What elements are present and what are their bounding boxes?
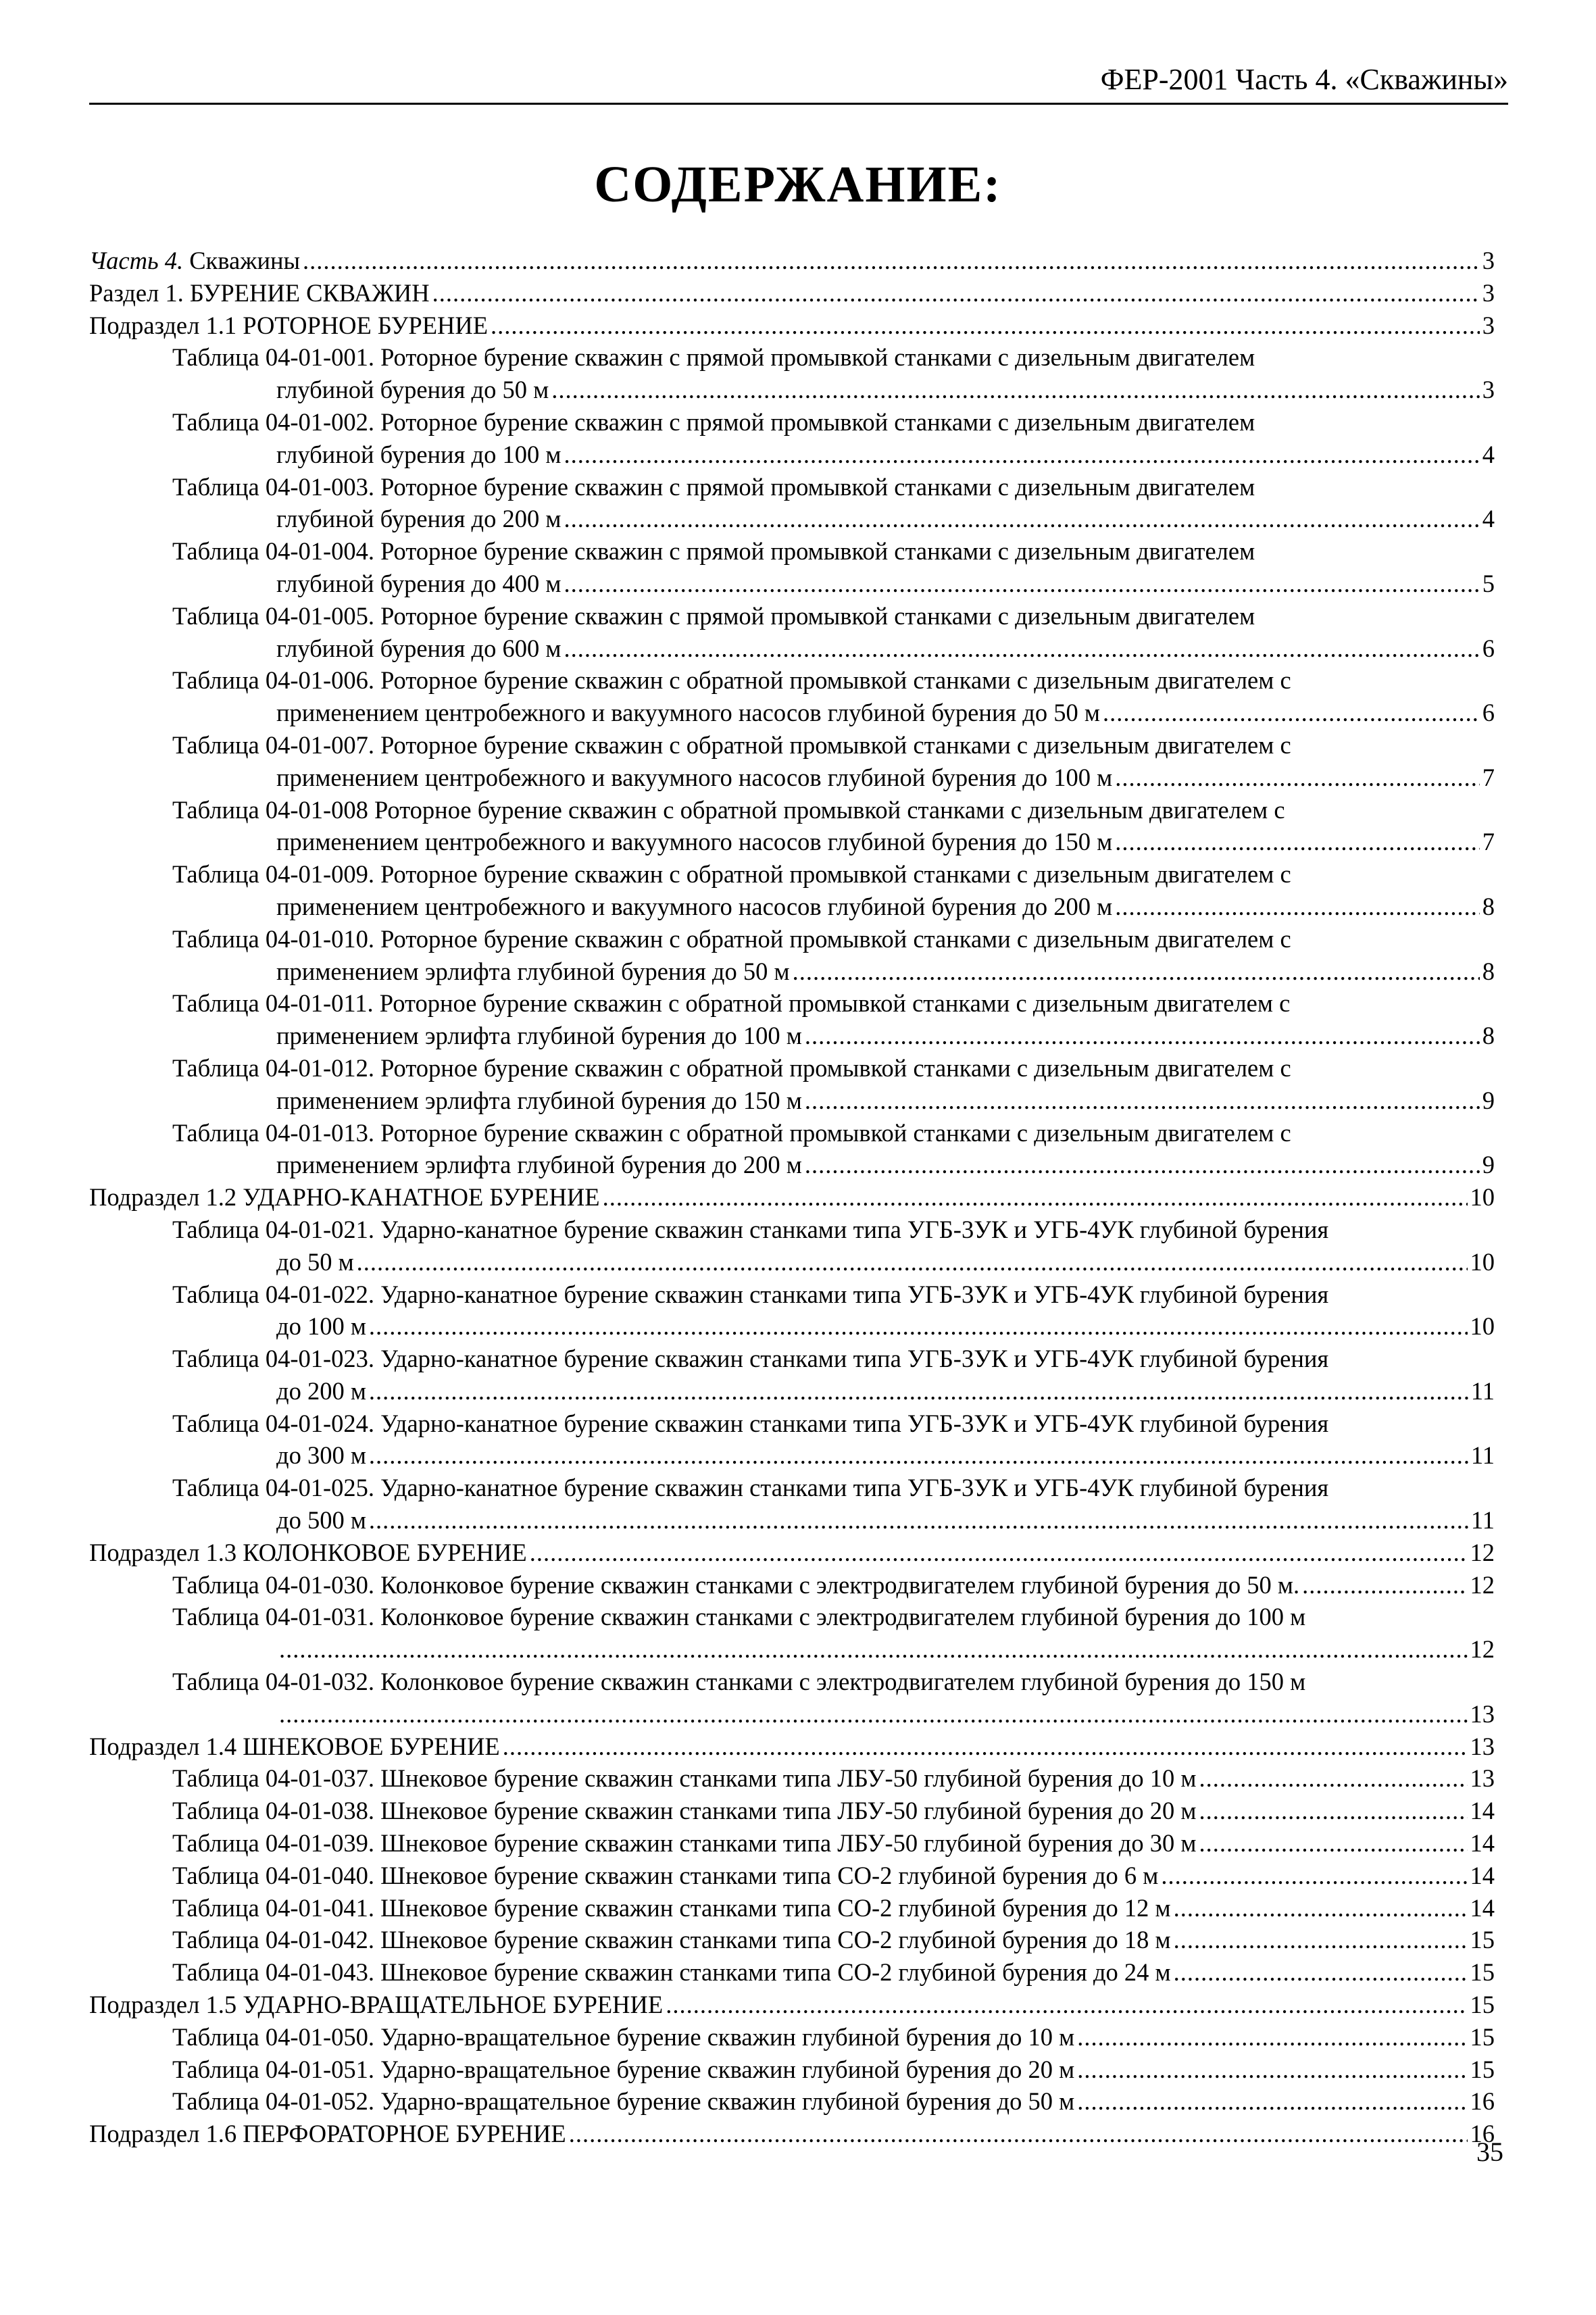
dot-leader [1077, 2053, 1467, 2086]
toc-entry-line [172, 1956, 1495, 1989]
toc-page-number: 3 [1482, 278, 1495, 307]
dot-leader [503, 1731, 1468, 1763]
toc-entry-title: Таблица 04-01-006. Роторное бурение скважин с обратной промывкой станками с дизельным двигателем с [172, 666, 1291, 695]
toc-table-entry[interactable] [89, 1472, 1495, 1537]
toc-page-number: 14 [1470, 1861, 1495, 1889]
toc-entry-line [89, 245, 1495, 277]
toc-entry-continuation [172, 568, 1495, 600]
toc-entry-title: Таблица 04-01-008 Роторное бурение скважин с обратной промывкой станками с дизельным двигателем с [172, 795, 1285, 824]
dot-leader [279, 1633, 1468, 1666]
toc-entry-line [172, 1117, 1495, 1149]
toc-page-number: 13 [1470, 1764, 1495, 1793]
toc-table-entry[interactable] [89, 535, 1495, 600]
toc-page-number: 6 [1482, 699, 1495, 727]
toc-page-number: 15 [1470, 1991, 1495, 2019]
toc-table-entry[interactable] [89, 406, 1495, 471]
toc-page-number: 6 [1482, 634, 1495, 662]
dot-leader [805, 1020, 1480, 1052]
toc-table-entry[interactable] [89, 2085, 1495, 2118]
toc-page-number: 11 [1470, 1506, 1495, 1535]
toc-entry-line [172, 1601, 1495, 1633]
toc-page-number: 10 [1470, 1247, 1495, 1276]
toc-entry-title: Таблица 04-01-024. Ударно-канатное бурение скважин станками типа УГБ-3УК и УГБ-4УК глубиной бурения [172, 1409, 1329, 1437]
toc-entry-line [89, 1989, 1495, 2021]
toc-page-number: 7 [1482, 763, 1495, 791]
toc-entry-line [89, 1537, 1495, 1569]
toc-section-entry[interactable] [89, 277, 1495, 309]
toc-entry-continuation [172, 632, 1495, 665]
toc-entry-line [172, 406, 1495, 439]
toc-entry-continuation [172, 1020, 1495, 1052]
toc-entry-continuation [172, 1085, 1495, 1117]
toc-entry-text: Скважины [183, 247, 301, 274]
toc-entry-title-cont: глубиной бурения до 200 м [276, 505, 562, 533]
dot-leader [569, 2118, 1468, 2150]
toc-entry-line [89, 277, 1495, 309]
toc-page-number: 8 [1482, 957, 1495, 985]
toc-entry-prefix: Часть 4. [89, 247, 184, 274]
toc-entry-title: Таблица 04-01-032. Колонковое бурение скважин станками с электродвигателем глубиной бурения до 150 м [172, 1668, 1306, 1696]
page-title: СОДЕРЖАНИЕ: [594, 156, 1002, 213]
toc-table-entry[interactable] [89, 2021, 1495, 2053]
toc-page-number: 15 [1470, 1958, 1495, 1987]
toc-entry-title-cont: применением эрлифта глубиной бурения до 50 м [276, 957, 790, 985]
dot-leader [491, 309, 1480, 342]
running-header: ФЕР-2001 Часть 4. «Скважины» [1100, 63, 1508, 96]
toc-entry-line [172, 1762, 1495, 1795]
toc-table-entry[interactable] [89, 1924, 1495, 1956]
toc-table-entry[interactable] [89, 664, 1495, 729]
toc-table-entry[interactable] [89, 1343, 1495, 1408]
toc-entry-continuation [172, 955, 1495, 988]
dot-leader [432, 277, 1480, 309]
dot-leader [1077, 2021, 1467, 2053]
toc-page-number: 13 [1470, 1732, 1495, 1760]
toc-page-number: 3 [1482, 247, 1495, 274]
dot-leader [1199, 1795, 1467, 1827]
toc-page-number: 4 [1482, 505, 1495, 533]
dot-leader [551, 374, 1480, 406]
toc-entry-continuation [172, 1375, 1495, 1408]
toc-entry-title: Таблица 04-01-037. Шнековое бурение скважин станками типа ЛБУ-50 глубиной бурения до 10 м [172, 1764, 1197, 1793]
toc-table-entry[interactable] [89, 1117, 1495, 1182]
toc-table-entry[interactable] [89, 471, 1495, 536]
dot-leader [564, 632, 1479, 665]
toc-entry-continuation [172, 891, 1495, 923]
dot-leader [1115, 891, 1480, 923]
toc-table-entry[interactable] [89, 987, 1495, 1052]
toc-entry-line [172, 1472, 1495, 1504]
dot-leader [369, 1310, 1468, 1343]
toc-section-entry[interactable] [89, 309, 1495, 342]
toc-entry-title-cont: применением центробежного и вакуумного насосов глубиной бурения до 150 м [276, 828, 1113, 856]
dot-leader [1199, 1762, 1467, 1795]
toc-entry-line [172, 1795, 1495, 1827]
toc-table-entry[interactable] [89, 1795, 1495, 1827]
toc-table-entry[interactable] [89, 1827, 1495, 1860]
dot-leader [1115, 826, 1480, 858]
dot-leader [564, 503, 1479, 535]
toc-page-number: 4 [1482, 440, 1495, 468]
table-of-contents [89, 245, 1495, 2150]
header-rule [89, 103, 1508, 105]
toc-page-number: 14 [1470, 1797, 1495, 1825]
toc-entry-title: Таблица 04-01-001. Роторное бурение скважин с прямой промывкой станками с дизельным двигателем [172, 343, 1255, 372]
toc-table-entry[interactable] [89, 858, 1495, 923]
toc-entry-title: Таблица 04-01-009. Роторное бурение скважин с обратной промывкой станками с дизельным двигателем с [172, 860, 1291, 889]
dot-leader [666, 1989, 1467, 2021]
toc-entry-line [172, 664, 1495, 697]
toc-table-entry[interactable] [89, 600, 1495, 665]
toc-table-entry[interactable] [89, 1278, 1495, 1343]
toc-entry-line [89, 309, 1495, 342]
toc-section-entry[interactable] [89, 1537, 1495, 1569]
toc-entry-title: Подраздел 1.4 ШНЕКОВОЕ БУРЕНИЕ [89, 1732, 500, 1760]
toc-entry-line [172, 1666, 1495, 1698]
toc-entry-title-cont: глубиной бурения до 400 м [276, 569, 562, 597]
toc-entry-title-cont: применением центробежного и вакуумного насосов глубиной бурения до 50 м [276, 699, 1100, 727]
toc-entry-line [172, 341, 1495, 374]
toc-entry-title: Таблица 04-01-010. Роторное бурение скважин с обратной промывкой станками с дизельным двигателем с [172, 924, 1291, 953]
toc-table-entry[interactable] [89, 1569, 1495, 1601]
toc-table-entry[interactable] [89, 1892, 1495, 1924]
toc-page-number: 3 [1482, 376, 1495, 404]
toc-page-number: 11 [1470, 1441, 1495, 1470]
toc-page-number: 15 [1470, 2055, 1495, 2083]
toc-entry-line [172, 1892, 1495, 1924]
toc-table-entry[interactable] [89, 1408, 1495, 1472]
toc-entry-title: Подраздел 1.5 УДАРНО-ВРАЩАТЕЛЬНОЕ БУРЕНИЕ [89, 1991, 664, 2019]
dot-leader [1161, 1860, 1467, 1892]
dot-leader [303, 245, 1480, 277]
dot-leader [1302, 1569, 1467, 1601]
toc-section-entry[interactable] [89, 1731, 1495, 1763]
toc-entry-title-cont: глубиной бурения до 600 м [276, 634, 562, 662]
toc-entry-title-cont: до 300 м [276, 1441, 366, 1470]
toc-page-number: 14 [1470, 1893, 1495, 1922]
toc-entry-title-cont: применением эрлифта глубиной бурения до 200 м [276, 1151, 802, 1179]
toc-table-entry[interactable] [89, 1762, 1495, 1795]
toc-table-entry[interactable] [89, 1860, 1495, 1892]
toc-entry-continuation [172, 374, 1495, 406]
toc-entry-title-cont: до 50 м [276, 1247, 354, 1276]
toc-entry-title: Таблица 04-01-011. Роторное бурение скважин с обратной промывкой станками с дизельным двигателем с [172, 989, 1291, 1018]
toc-page-number: 10 [1470, 1312, 1495, 1341]
toc-entry-line [89, 1731, 1495, 1763]
toc-entry-continuation [172, 1504, 1495, 1537]
toc-entry-line [172, 1860, 1495, 1892]
toc-entry-line [172, 2053, 1495, 2086]
toc-page-number: 12 [1470, 1538, 1495, 1566]
toc-entry-title: Таблица 04-01-021. Ударно-канатное бурение скважин станками типа УГБ-3УК и УГБ-4УК глубиной бурения [172, 1215, 1329, 1243]
toc-entry-title-cont: глубиной бурения до 100 м [276, 440, 562, 468]
toc-table-entry[interactable] [89, 794, 1495, 859]
toc-table-entry[interactable] [89, 1052, 1495, 1117]
toc-entry-continuation [172, 439, 1495, 471]
toc-entry-title-cont: применением центробежного и вакуумного насосов глубиной бурения до 200 м [276, 892, 1113, 920]
toc-page-number: 12 [1470, 1570, 1495, 1599]
toc-table-entry[interactable] [89, 1666, 1495, 1731]
toc-entry-title: Таблица 04-01-025. Ударно-канатное бурение скважин станками типа УГБ-3УК и УГБ-4УК глубиной бурения [172, 1474, 1329, 1502]
toc-entry-line [89, 2118, 1495, 2150]
toc-entry-line [172, 2021, 1495, 2053]
toc-page-number: 9 [1482, 1151, 1495, 1179]
page-number: 35 [1476, 2137, 1503, 2167]
toc-entry-title: Таблица 04-01-041. Шнековое бурение скважин станками типа СО-2 глубиной бурения до 12 м [172, 1893, 1171, 1922]
toc-entry-title: Таблица 04-01-013. Роторное бурение скважин с обратной промывкой станками с дизельным двигателем с [172, 1118, 1291, 1147]
toc-page-number: 5 [1482, 569, 1495, 597]
toc-entry-title: Таблица 04-01-012. Роторное бурение скважин с обратной промывкой станками с дизельным двигателем с [172, 1053, 1291, 1082]
toc-entry-continuation [172, 1149, 1495, 1181]
toc-entry-title: Таблица 04-01-031. Колонковое бурение скважин станками с электродвигателем глубиной бурения до 100 м [172, 1603, 1306, 1631]
toc-entry-title-cont: применением эрлифта глубиной бурения до 150 м [276, 1086, 802, 1114]
toc-table-entry[interactable] [89, 1601, 1495, 1666]
toc-entry-title-cont: применением эрлифта глубиной бурения до 100 м [276, 1022, 802, 1050]
dot-leader [603, 1181, 1468, 1214]
toc-page-number: 14 [1470, 1829, 1495, 1858]
dot-leader [369, 1375, 1468, 1408]
toc-entry-continuation [172, 762, 1495, 794]
toc-entry-title-cont: глубиной бурения до 50 м [276, 376, 549, 404]
toc-entry-title: Таблица 04-01-038. Шнековое бурение скважин станками типа ЛБУ-50 глубиной бурения до 20 м [172, 1797, 1197, 1825]
toc-section-entry[interactable] [89, 2118, 1495, 2150]
toc-entry-title [89, 245, 300, 277]
toc-page-number: 15 [1470, 2022, 1495, 2051]
toc-entry-line [172, 1052, 1495, 1085]
toc-section-entry[interactable] [89, 1989, 1495, 2021]
toc-entry-continuation [172, 697, 1495, 729]
toc-page-number: 7 [1482, 828, 1495, 856]
toc-table-entry[interactable] [89, 923, 1495, 988]
toc-entry-title: Таблица 04-01-043. Шнековое бурение скважин станками типа СО-2 глубиной бурения до 24 м [172, 1958, 1171, 1987]
toc-entry-title: Таблица 04-01-050. Ударно-вращательное бурение скважин глубиной бурения до 10 м [172, 2022, 1075, 2051]
toc-entry-line [172, 471, 1495, 503]
toc-page-number: 9 [1482, 1086, 1495, 1114]
toc-entry-continuation [172, 1246, 1495, 1278]
toc-entry-continuation [172, 1698, 1495, 1731]
toc-entry-continuation [172, 1439, 1495, 1472]
toc-entry-title: Таблица 04-01-023. Ударно-канатное бурение скважин станками типа УГБ-3УК и УГБ-4УК глубиной бурения [172, 1345, 1329, 1373]
toc-entry-line [172, 1408, 1495, 1440]
dot-leader [530, 1537, 1468, 1569]
toc-entry-title-cont: до 500 м [276, 1506, 366, 1535]
toc-entry-line [172, 1278, 1495, 1311]
toc-entry-continuation [172, 1310, 1495, 1343]
toc-page-number: 3 [1482, 311, 1495, 339]
toc-entry-line [172, 794, 1495, 826]
toc-page-number: 12 [1470, 1635, 1495, 1664]
toc-table-entry[interactable] [89, 1214, 1495, 1278]
toc-entry-line [172, 600, 1495, 632]
dot-leader [357, 1246, 1468, 1278]
toc-page-number: 15 [1470, 1926, 1495, 1954]
toc-entry-title: Таблица 04-01-003. Роторное бурение скважин с прямой промывкой станками с дизельным двигателем [172, 472, 1255, 501]
toc-section-entry[interactable] [89, 245, 1495, 277]
toc-entry-continuation [172, 503, 1495, 535]
toc-page-number: 8 [1482, 892, 1495, 920]
toc-entry-title: Таблица 04-01-004. Роторное бурение скважин с прямой промывкой станками с дизельным двигателем [172, 537, 1255, 566]
toc-page-number: 8 [1482, 1022, 1495, 1050]
toc-section-entry[interactable] [89, 1181, 1495, 1214]
toc-entry-line [172, 1343, 1495, 1375]
toc-entry-title: Таблица 04-01-030. Колонковое бурение скважин станками с электродвигателем глубиной бурения до 50 м. [172, 1570, 1300, 1599]
toc-entry-line [172, 1827, 1495, 1860]
toc-entry-title: Таблица 04-01-005. Роторное бурение скважин с прямой промывкой станками с дизельным двигателем [172, 601, 1255, 630]
dot-leader [564, 568, 1479, 600]
dot-leader [279, 1698, 1468, 1731]
toc-entry-title: Таблица 04-01-039. Шнековое бурение скважин станками типа ЛБУ-50 глубиной бурения до 30 м [172, 1829, 1197, 1858]
toc-table-entry[interactable] [89, 2053, 1495, 2086]
toc-entry-title: Таблица 04-01-002. Роторное бурение скважин с прямой промывкой станками с дизельным двигателем [172, 407, 1255, 436]
dot-leader [1103, 697, 1480, 729]
dot-leader [369, 1504, 1468, 1537]
toc-page-number: 16 [1470, 2087, 1495, 2116]
dot-leader [369, 1439, 1468, 1472]
toc-entry-title: Таблица 04-01-007. Роторное бурение скважин с обратной промывкой станками с дизельным двигателем с [172, 730, 1291, 759]
toc-entry-line [172, 1214, 1495, 1246]
toc-table-entry[interactable] [89, 1956, 1495, 1989]
toc-page-number: 11 [1470, 1376, 1495, 1405]
toc-entry-title: Подраздел 1.1 РОТОРНОЕ БУРЕНИЕ [89, 311, 489, 339]
toc-entry-line [172, 1569, 1495, 1601]
toc-entry-continuation [172, 1633, 1495, 1666]
toc-entry-title: Таблица 04-01-052. Ударно-вращательное бурение скважин глубиной бурения до 50 м [172, 2087, 1075, 2116]
toc-table-entry[interactable] [89, 729, 1495, 794]
dot-leader [1077, 2085, 1467, 2118]
toc-entry-line [172, 923, 1495, 955]
toc-entry-title: Подраздел 1.3 КОЛОНКОВОЕ БУРЕНИЕ [89, 1538, 527, 1566]
toc-entry-title: Раздел 1. БУРЕНИЕ СКВАЖИН [89, 278, 430, 307]
toc-entry-line [172, 2085, 1495, 2118]
toc-entry-title-cont: до 200 м [276, 1376, 366, 1405]
toc-entry-line [172, 858, 1495, 891]
dot-leader [1199, 1827, 1467, 1860]
toc-entry-continuation [172, 826, 1495, 858]
toc-entry-line [172, 535, 1495, 568]
dot-leader [1174, 1924, 1468, 1956]
toc-entry-title: Таблица 04-01-042. Шнековое бурение скважин станками типа СО-2 глубиной бурения до 18 м [172, 1926, 1171, 1954]
toc-entry-title: Таблица 04-01-022. Ударно-канатное бурение скважин станками типа УГБ-3УК и УГБ-4УК глубиной бурения [172, 1280, 1329, 1308]
toc-entry-title-cont: применением центробежного и вакуумного насосов глубиной бурения до 100 м [276, 763, 1113, 791]
toc-page-number: 13 [1470, 1699, 1495, 1728]
toc-entry-line [172, 1924, 1495, 1956]
dot-leader [1174, 1956, 1468, 1989]
toc-entry-title: Таблица 04-01-040. Шнековое бурение скважин станками типа СО-2 глубиной бурения до 6 м [172, 1861, 1159, 1889]
dot-leader [805, 1149, 1480, 1181]
toc-page-number: 16 [1470, 2120, 1495, 2148]
toc-entry-title: Подраздел 1.6 ПЕРФОРАТОРНОЕ БУРЕНИЕ [89, 2120, 566, 2148]
toc-entry-title-cont: до 100 м [276, 1312, 366, 1341]
toc-page-number: 10 [1470, 1183, 1495, 1212]
toc-entry-line [172, 987, 1495, 1020]
toc-entry-line [89, 1181, 1495, 1214]
dot-leader [805, 1085, 1480, 1117]
toc-entry-title: Подраздел 1.2 УДАРНО-КАНАТНОЕ БУРЕНИЕ [89, 1183, 600, 1212]
dot-leader [564, 439, 1479, 471]
toc-entry-line [172, 729, 1495, 762]
dot-leader [1174, 1892, 1468, 1924]
toc-table-entry[interactable] [89, 341, 1495, 406]
dot-leader [793, 955, 1480, 988]
dot-leader [1115, 762, 1480, 794]
toc-entry-title: Таблица 04-01-051. Ударно-вращательное бурение скважин глубиной бурения до 20 м [172, 2055, 1075, 2083]
